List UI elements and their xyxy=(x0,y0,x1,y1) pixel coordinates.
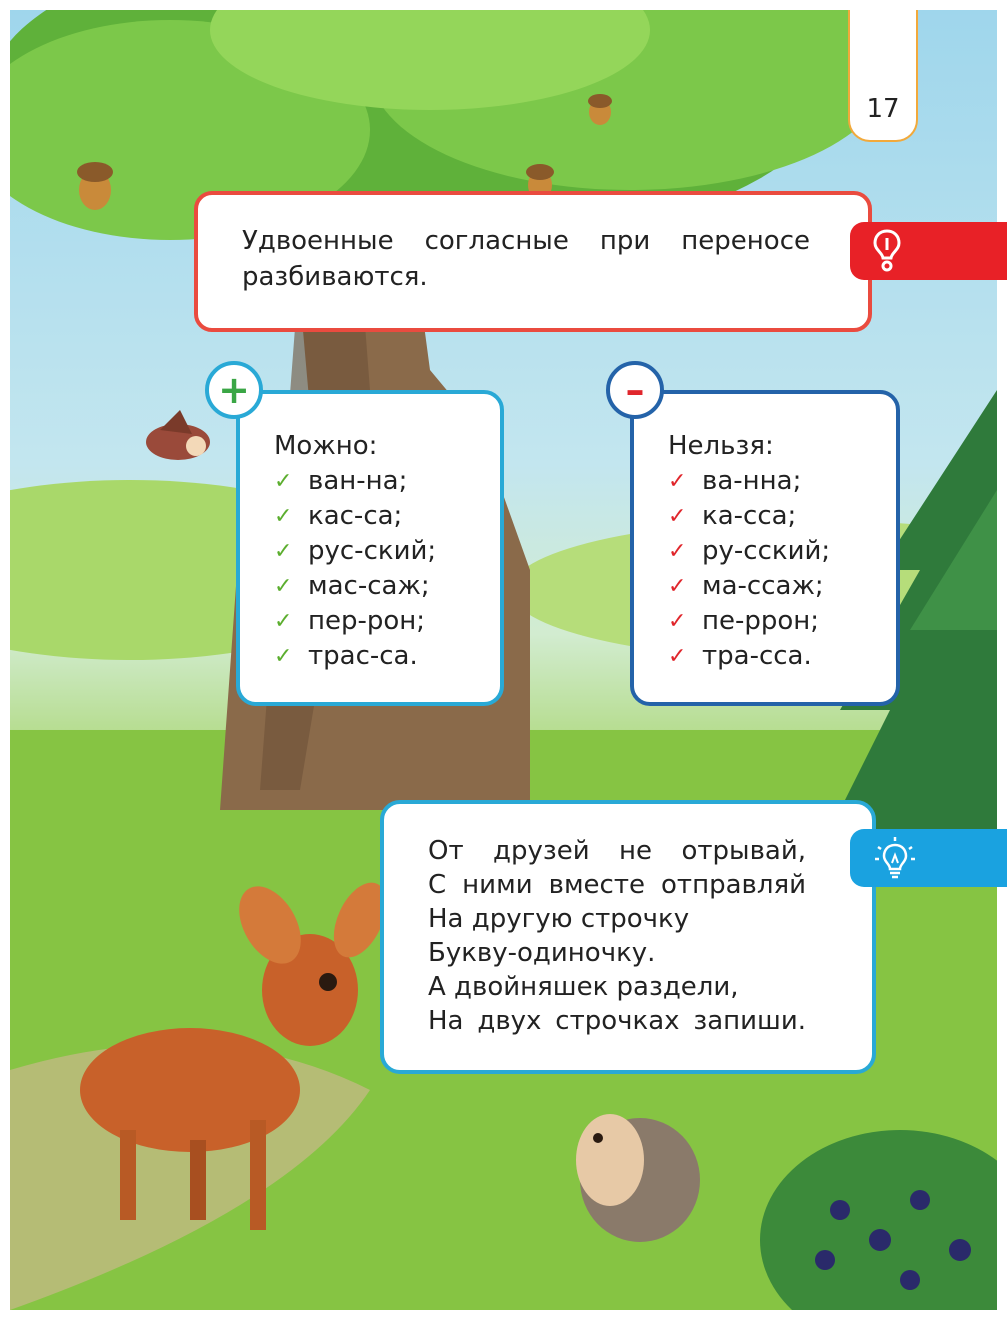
bird-icon xyxy=(146,410,210,460)
check-icon: ✓ xyxy=(274,609,293,634)
list-item: ✓ ру-сский; xyxy=(668,534,896,569)
minus-icon: – xyxy=(606,361,664,419)
check-icon: ✓ xyxy=(274,539,293,564)
list-item: ✓ ва-нна; xyxy=(668,464,896,499)
allowed-card xyxy=(236,390,504,706)
forbidden-heading: Нельзя: xyxy=(668,431,774,461)
poem-line: От друзей не отрывай, xyxy=(428,836,806,866)
forbidden-card xyxy=(630,390,900,706)
check-icon: ✓ xyxy=(274,574,293,599)
plus-icon: + xyxy=(205,361,263,419)
list-item: ✓ мас-саж; xyxy=(274,569,500,604)
exclamation-bulb-icon xyxy=(872,228,902,274)
acorn-icon xyxy=(588,94,612,125)
poem-tab xyxy=(850,829,1007,887)
check-icon: ✓ xyxy=(274,644,293,669)
check-icon: ✓ xyxy=(274,469,293,494)
list-item: ✓ пер-рон; xyxy=(274,604,500,639)
page-number: 17 xyxy=(848,10,918,142)
poem-box xyxy=(380,800,876,1074)
check-icon: ✓ xyxy=(668,574,687,599)
list-item: ✓ пе-ррон; xyxy=(668,604,896,639)
list-item: ✓ ма-ссаж; xyxy=(668,569,896,604)
check-icon: ✓ xyxy=(668,504,687,529)
lightbulb-icon xyxy=(872,835,918,881)
poem-line: На другую строчку xyxy=(428,904,690,934)
list-item: ✓ рус-ский; xyxy=(274,534,500,569)
allowed-heading: Можно: xyxy=(274,431,378,461)
rule-box xyxy=(194,191,872,332)
check-icon: ✓ xyxy=(668,609,687,634)
rule-text: Удвоенные согласные при переносе разбиваются. xyxy=(242,226,810,292)
list-item: ✓ трас-са. xyxy=(274,639,500,674)
rule-tab xyxy=(850,222,1007,280)
list-item: ✓ ка-сса; xyxy=(668,499,896,534)
check-icon: ✓ xyxy=(274,504,293,529)
check-icon: ✓ xyxy=(668,644,687,669)
check-icon: ✓ xyxy=(668,539,687,564)
poem-line: А двойняшек раздели, xyxy=(428,972,739,1002)
list-item: ✓ тра-сса. xyxy=(668,639,896,674)
check-icon: ✓ xyxy=(668,469,687,494)
poem-line: На двух строчках запиши. xyxy=(428,1006,806,1036)
list-item: ✓ кас-са; xyxy=(274,499,500,534)
list-item: ✓ ван-на; xyxy=(274,464,500,499)
poem-line: С ними вместе отправляй xyxy=(428,870,806,900)
poem-line: Букву-одиночку. xyxy=(428,938,656,968)
